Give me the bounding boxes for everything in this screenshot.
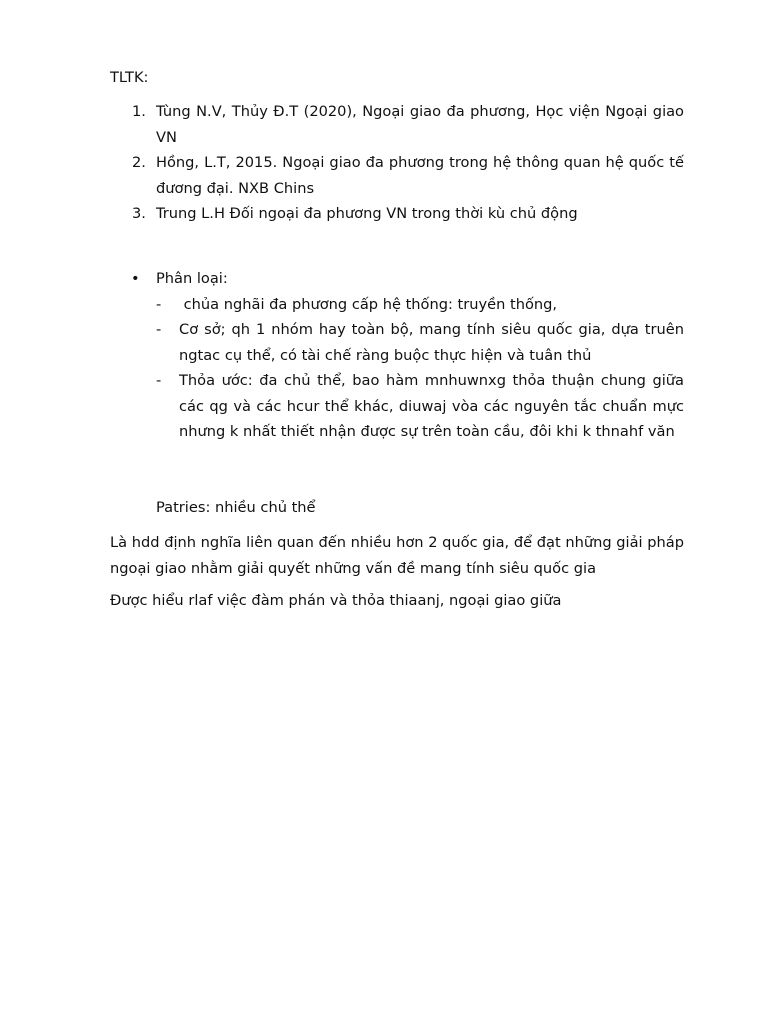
sub-item-list	[110, 292, 684, 445]
reference-text: Hồng, L.T, 2015. Ngoại giao đa phương trong hệ thông quan hệ quốc tế đương đại. NXB Chins	[156, 154, 684, 197]
reference-number: 1.	[132, 103, 146, 120]
sub-item	[110, 317, 684, 368]
reference-text: Tùng N.V, Thủy Đ.T (2020), Ngoại giao đa phương, Học viện Ngoại giao VN	[156, 103, 684, 146]
classification-section	[110, 266, 684, 445]
sub-item-text: Thỏa ước: đa chủ thể, bao hàm mnhuwnxg thỏa thuận chung giữa các qg và các hcur thể khác, diuwaj vòa các nguyên tắc chuẩn mực nhưng k nhất thiết nhận được sự trên toàn cầu, đôi khi k thnahf văn	[179, 372, 684, 440]
paragraph: Được hiểu rlaf việc đàm phán và thỏa thiaanj, ngoại giao giữa	[110, 592, 562, 609]
bullet-item	[110, 266, 684, 292]
reference-text: Trung L.H Đối ngoại đa phương VN trong thời kù chủ động	[156, 205, 578, 222]
reference-item	[110, 99, 684, 150]
references-heading: TLTK:	[110, 69, 149, 86]
patries-line: Patries: nhiều chủ thể	[156, 499, 316, 516]
bullet-icon: •	[131, 270, 140, 287]
sub-item	[110, 368, 684, 445]
dash-icon: -	[156, 372, 162, 389]
dash-icon: -	[156, 321, 162, 338]
reference-list	[110, 99, 684, 227]
sub-item	[110, 292, 684, 318]
sub-item-text: chủa nghãi đa phương cấp hệ thống: truyền thống,	[179, 295, 558, 313]
reference-number: 3.	[132, 205, 146, 222]
dash-icon: -	[156, 295, 162, 313]
paragraph: Là hdd định nghĩa liên quan đến nhiều hơn 2 quốc gia, để đạt những giải pháp ngoại giao nhằm giải quyết những vấn đề mang tính siêu quốc gia	[110, 534, 684, 577]
reference-number: 2.	[132, 154, 146, 171]
reference-item	[110, 150, 684, 201]
sub-item-text: Cơ sở; qh 1 nhóm hay toàn bộ, mang tính siêu quốc gia, dựa truên ngtac cụ thể, có tài chế ràng buộc thực hiện và tuân thủ	[179, 321, 684, 364]
bullet-text: Phân loại:	[156, 270, 228, 287]
reference-item	[110, 201, 684, 227]
